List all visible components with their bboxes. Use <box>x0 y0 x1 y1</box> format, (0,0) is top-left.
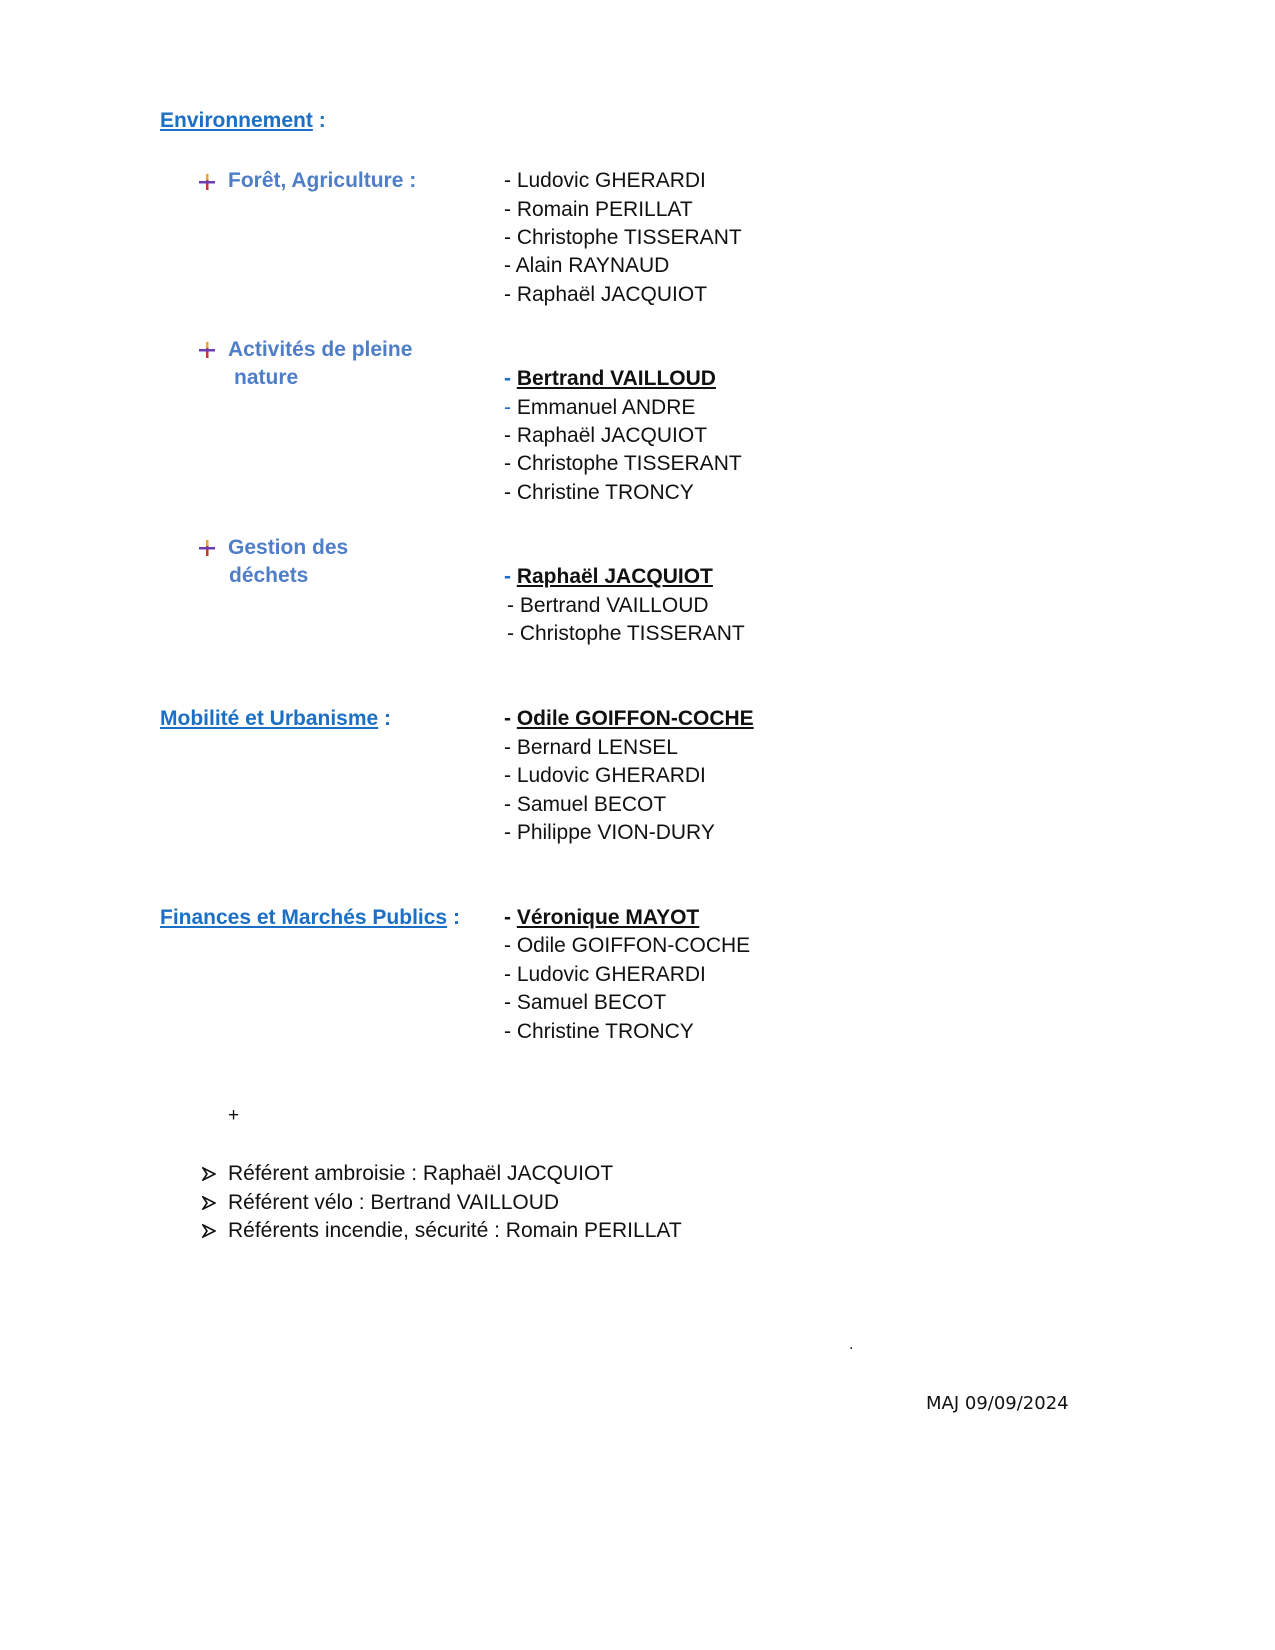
list-item-lead: - Odile GOIFFON-COCHE <box>504 707 754 730</box>
plus-sign: + <box>228 1105 240 1126</box>
section-title-finances: Finances et Marchés Publics : <box>160 906 460 929</box>
section-title-environnement: Environnement : <box>160 109 326 132</box>
referent-item: Référents incendie, sécurité : Romain PERILLAT <box>228 1219 682 1242</box>
referent-item: Référent ambroisie : Raphaël JACQUIOT <box>228 1162 614 1185</box>
list-item: - Romain PERILLAT <box>504 198 693 221</box>
colored-cross-bullet-icon <box>199 540 215 556</box>
colored-cross-bullet-icon <box>199 174 215 190</box>
subsection-title-activites: Activités de pleine <box>228 338 413 361</box>
subsection-title-activites-line2: nature <box>234 366 299 389</box>
section-title-mobilite: Mobilité et Urbanisme : <box>160 707 392 730</box>
list-item: - Alain RAYNAUD <box>504 254 670 277</box>
list-item: - Christophe TISSERANT <box>504 452 742 475</box>
list-item: - Ludovic GHERARDI <box>504 764 706 787</box>
list-item: - Samuel BECOT <box>504 991 667 1014</box>
list-item: - Ludovic GHERARDI <box>504 963 706 986</box>
list-item-lead: - Raphaël JACQUIOT <box>504 565 713 588</box>
arrowhead-bullet-icon <box>202 1167 216 1181</box>
footer-dot: . <box>849 1336 854 1353</box>
subsection-title-gestion: Gestion des <box>228 536 349 559</box>
arrowhead-bullet-icon <box>202 1196 216 1210</box>
list-item-lead: - Bertrand VAILLOUD <box>504 367 716 390</box>
colored-cross-bullet-icon <box>199 342 215 358</box>
subsection-title-gestion-line2: déchets <box>229 564 309 587</box>
subsection-title-foret: Forêt, Agriculture : <box>228 169 417 192</box>
list-item: - Samuel BECOT <box>504 793 667 816</box>
list-item: - Christophe TISSERANT <box>507 622 745 645</box>
list-item: - Philippe VION-DURY <box>504 821 715 844</box>
referent-item: Référent vélo : Bertrand VAILLOUD <box>228 1191 560 1214</box>
list-item: - Raphaël JACQUIOT <box>504 283 708 306</box>
list-item: - Bernard LENSEL <box>504 736 678 759</box>
list-item: - Christine TRONCY <box>504 1020 694 1043</box>
list-item: - Raphaël JACQUIOT <box>504 424 708 447</box>
list-item-lead: - Véronique MAYOT <box>504 906 700 929</box>
list-item: - Christine TRONCY <box>504 481 694 504</box>
list-item: - Odile GOIFFON-COCHE <box>504 934 751 957</box>
list-item: - Christophe TISSERANT <box>504 226 742 249</box>
arrowhead-bullet-icon <box>202 1224 216 1238</box>
list-item: - Bertrand VAILLOUD <box>507 594 709 617</box>
list-item: - Emmanuel ANDRE <box>504 396 696 419</box>
list-item: - Ludovic GHERARDI <box>504 169 706 192</box>
update-date: MAJ 09/09/2024 <box>926 1393 1069 1414</box>
